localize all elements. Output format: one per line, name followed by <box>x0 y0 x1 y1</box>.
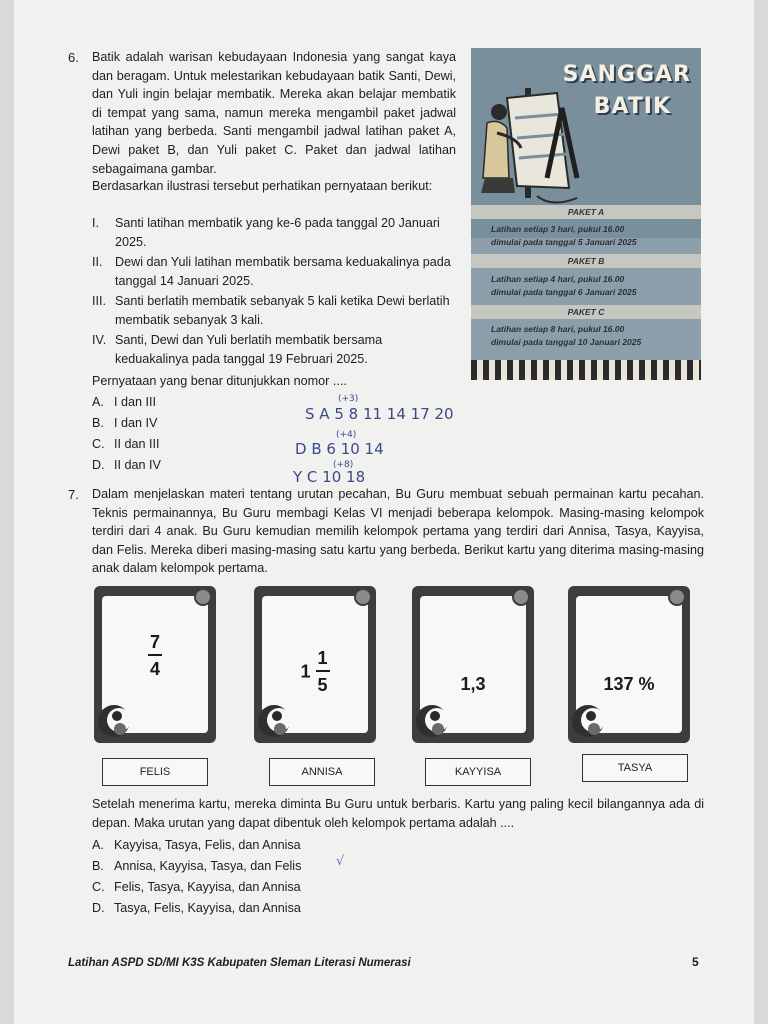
option-text: Felis, Tasya, Kayyisa, dan Annisa <box>114 880 301 894</box>
poster-title-line1: SANGGAR <box>562 62 691 87</box>
poster-title-line2: BATIK <box>593 94 671 119</box>
fraction-card-kayyisa <box>412 586 534 743</box>
package-c-line1: Latihan setiap 8 hari, pukul 16.00 <box>491 324 625 334</box>
question-6-number: 6. <box>68 50 79 65</box>
question-6-prompt: Berdasarkan ilustrasi tersebut perhatikan pernyataan berikut: <box>92 179 433 193</box>
statement-num: III. <box>92 294 106 308</box>
statement-text: Santi berlatih membatik sebanyak 5 kali ketika Dewi berlatih membatik sebanyak 3 kali. <box>115 294 450 327</box>
option-text: I dan IV <box>114 416 158 430</box>
option-letter: A. <box>92 395 104 409</box>
question-7-text: Dalam menjelaskan materi tentang urutan pecahan, Bu Guru membuat sebuah permainan kartu pecahan. Teknis permainannya, Bu Guru membagi Kelas VI menjadi beberapa kelompok. Masing-masing kelompok terdiri dari 4 anak. Bu Guru kemudian memilih kelompok pertama yang terdiri dari Annisa, Tasya, Kayyisa, dan Felis. Mereka diberi masing-masing satu kartu yang berbeda. Berikut kartu yang diterima masing-masing anak dalam kelompok pertama. <box>92 487 704 576</box>
card-denominator: 4 <box>149 659 160 679</box>
handwritten-sup-a: (+3) <box>338 394 359 404</box>
name-label-tasya: TASYA <box>582 754 688 782</box>
statement-num: II. <box>92 255 103 269</box>
option-text: II dan IV <box>114 458 161 472</box>
package-a-line2: dimulai pada tanggal 5 Januari 2025 <box>491 237 637 247</box>
card-whole: 1 <box>300 661 311 682</box>
option-text: I dan III <box>114 395 157 409</box>
handwritten-check-icon: √ <box>336 854 345 869</box>
card-value <box>94 630 216 682</box>
card-corner-circle <box>194 588 212 606</box>
statement-text: Santi latihan membatik yang ke-6 pada tanggal 20 Januari 2025. <box>115 216 440 249</box>
footer-text: Latihan ASPD SD/MI K3S Kabupaten Sleman Literasi Numerasi <box>68 957 411 969</box>
card-value: 137 % <box>603 674 655 694</box>
statement-num: IV. <box>92 333 107 347</box>
card-corner-circle <box>668 588 686 606</box>
batik-pattern-border <box>471 360 701 380</box>
question-6-question: Pernyataan yang benar ditunjukkan nomor .... <box>92 374 347 388</box>
package-c-label: PAKET C <box>471 305 701 319</box>
fraction-card-tasya <box>568 586 690 743</box>
name-label-felis: FELIS <box>102 758 208 786</box>
q7-option-d[interactable] <box>92 899 301 917</box>
batik-artisan-illustration <box>477 68 587 218</box>
q7-option-a[interactable] <box>92 836 301 854</box>
option-text: Kayyisa, Tasya, Felis, dan Annisa <box>114 838 301 852</box>
package-a-line1: Latihan setiap 3 hari, pukul 16.00 <box>491 224 625 234</box>
name-label-annisa: ANNISA <box>269 758 375 786</box>
statement-num: I. <box>92 216 99 230</box>
option-text: II dan III <box>114 437 160 451</box>
package-b-label: PAKET B <box>471 254 701 268</box>
package-b-line1: Latihan setiap 4 hari, pukul 16.00 <box>491 274 625 284</box>
option-letter: B. <box>92 859 104 873</box>
option-text: Tasya, Felis, Kayyisa, dan Annisa <box>114 901 301 915</box>
question-6-text: Batik adalah warisan kebudayaan Indonesia yang sangat kaya dan beragam. Untuk melestarikan kebudayaan batik Santi, Dewi, dan Yuli ingin belajar membatik. Mereka akan belajar membatik di tempat yang sama, namun mereka mengambil paket jadwal latihan yang berbeda. Santi mengambil jadwal latihan paket A, Dewi paket B, dan Yuli paket C. Paket dan jadwal latihan sebagaimana gambar. <box>92 50 456 176</box>
package-b-line2: dimulai pada tanggal 6 Januari 2025 <box>491 287 637 297</box>
question-7-question: Setelah menerima kartu, mereka diminta Bu Guru untuk berbaris. Kartu yang paling kecil bilangannya ada di depan. Maka urutan yang dapat dibentuk oleh kelompok pertama adalah .... <box>92 797 704 830</box>
fraction-card-annisa <box>254 586 376 743</box>
card-value <box>254 646 376 698</box>
question-7-number: 7. <box>68 487 79 502</box>
handwritten-sup-c: (+8) <box>333 460 354 470</box>
handwritten-note-b: D B 6 10 14 <box>295 440 384 458</box>
q7-option-b[interactable] <box>92 857 301 875</box>
q6-option-b[interactable] <box>92 414 157 432</box>
card-value: 1,3 <box>460 674 486 694</box>
card-corner-circle <box>512 588 530 606</box>
package-a-label: PAKET A <box>471 205 701 219</box>
card-corner-circle <box>354 588 372 606</box>
option-letter: C. <box>92 437 105 451</box>
package-c-line2: dimulai pada tanggal 10 Januari 2025 <box>491 337 642 347</box>
q6-option-c[interactable] <box>92 435 160 453</box>
handwritten-note-c: Y C 10 18 <box>293 468 366 486</box>
option-letter: C. <box>92 880 105 894</box>
option-letter: D. <box>92 458 105 472</box>
handwritten-note-a: S A 5 8 11 14 17 20 <box>305 405 454 423</box>
statement-text: Dewi dan Yuli latihan membatik bersama keduakalinya pada tanggal 14 Januari 2025. <box>115 255 451 288</box>
sanggar-batik-poster <box>471 48 701 380</box>
option-text: Annisa, Kayyisa, Tasya, dan Felis <box>114 859 302 873</box>
card-numerator: 7 <box>148 630 162 656</box>
option-letter: A. <box>92 838 104 852</box>
card-denominator: 5 <box>317 675 328 695</box>
name-label-kayyisa: KAYYISA <box>425 758 531 786</box>
q7-option-c[interactable] <box>92 878 301 896</box>
option-letter: B. <box>92 416 104 430</box>
fraction-card-felis <box>94 586 216 743</box>
option-letter: D. <box>92 901 105 915</box>
card-numerator: 1 <box>316 646 330 672</box>
q6-option-d[interactable] <box>92 456 161 474</box>
statement-text: Santi, Dewi dan Yuli berlatih membatik bersama keduakalinya pada tanggal 19 Februari 2025. <box>115 333 383 366</box>
page-number: 5 <box>692 955 699 969</box>
q6-option-a[interactable] <box>92 393 156 411</box>
handwritten-sup-b: (+4) <box>336 430 357 440</box>
